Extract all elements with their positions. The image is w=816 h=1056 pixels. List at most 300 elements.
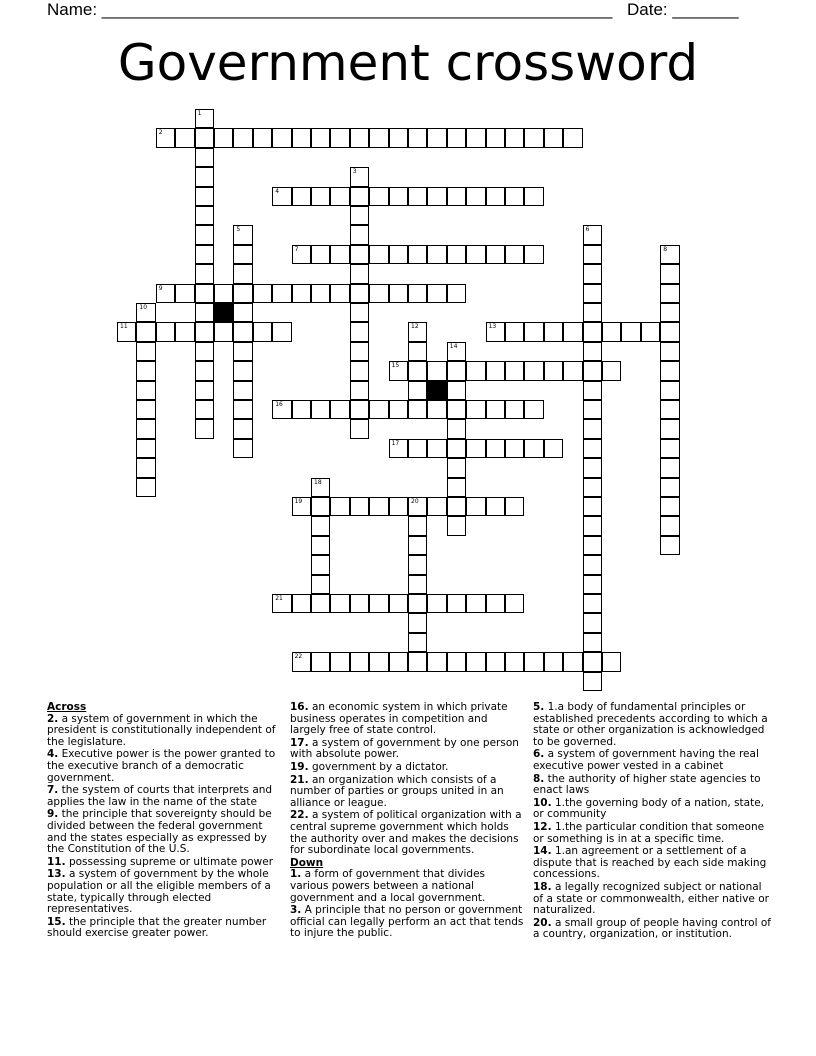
grid-cell[interactable] bbox=[583, 594, 602, 613]
grid-cell[interactable] bbox=[369, 187, 388, 206]
grid-cell[interactable] bbox=[447, 284, 466, 303]
grid-cell[interactable] bbox=[583, 439, 602, 458]
grid-cell[interactable] bbox=[272, 400, 291, 419]
grid-cell[interactable] bbox=[660, 516, 679, 535]
grid-cell[interactable] bbox=[447, 419, 466, 438]
clue-item bbox=[533, 749, 771, 772]
grid-cell[interactable] bbox=[583, 497, 602, 516]
grid-cell[interactable] bbox=[505, 652, 524, 671]
grid-cell[interactable] bbox=[660, 245, 679, 264]
grid-cell[interactable] bbox=[330, 497, 349, 516]
grid-cell[interactable] bbox=[389, 439, 408, 458]
grid-cell[interactable] bbox=[447, 497, 466, 516]
grid-cell[interactable] bbox=[350, 652, 369, 671]
grid-cell[interactable] bbox=[408, 652, 427, 671]
grid-cell[interactable] bbox=[330, 187, 349, 206]
grid-cell[interactable] bbox=[350, 497, 369, 516]
grid-cell[interactable] bbox=[175, 322, 194, 341]
grid-cell[interactable] bbox=[660, 419, 679, 438]
grid-cell[interactable] bbox=[311, 575, 330, 594]
grid-cell[interactable] bbox=[136, 439, 155, 458]
grid-cell[interactable] bbox=[583, 672, 602, 691]
clue-text: the principle that sovereignty should be divided between the federal government and the states especially as expressed by the Constitution of the U.S. bbox=[47, 808, 272, 856]
grid-cell[interactable] bbox=[272, 187, 291, 206]
black-cell bbox=[427, 381, 446, 400]
grid-cell[interactable] bbox=[389, 187, 408, 206]
grid-cell[interactable] bbox=[583, 303, 602, 322]
grid-cell[interactable] bbox=[292, 497, 311, 516]
grid-cell[interactable] bbox=[563, 652, 582, 671]
grid-cell[interactable] bbox=[253, 322, 272, 341]
grid-cell[interactable] bbox=[660, 400, 679, 419]
grid-cell[interactable] bbox=[505, 361, 524, 380]
grid-cell[interactable] bbox=[524, 400, 543, 419]
grid-cell[interactable] bbox=[350, 245, 369, 264]
grid-cell[interactable] bbox=[311, 555, 330, 574]
cell-number: 14 bbox=[449, 342, 458, 350]
grid-cell[interactable] bbox=[389, 652, 408, 671]
grid-cell[interactable] bbox=[660, 478, 679, 497]
grid-cell[interactable] bbox=[408, 497, 427, 516]
grid-cell[interactable] bbox=[583, 342, 602, 361]
grid-cell[interactable] bbox=[156, 128, 175, 147]
grid-cell[interactable] bbox=[544, 439, 563, 458]
grid-cell[interactable] bbox=[583, 381, 602, 400]
grid-cell[interactable] bbox=[311, 594, 330, 613]
clue-number: 12. bbox=[533, 820, 552, 833]
grid-cell[interactable] bbox=[330, 652, 349, 671]
grid-cell[interactable] bbox=[272, 128, 291, 147]
grid-cell[interactable] bbox=[292, 594, 311, 613]
grid-cell[interactable] bbox=[389, 284, 408, 303]
cell-number: 5 bbox=[236, 226, 241, 234]
grid-cell[interactable] bbox=[486, 439, 505, 458]
grid-cell[interactable] bbox=[447, 400, 466, 419]
grid-cell[interactable] bbox=[641, 322, 660, 341]
grid-cell[interactable] bbox=[292, 284, 311, 303]
grid-cell[interactable] bbox=[660, 361, 679, 380]
grid-cell[interactable] bbox=[350, 594, 369, 613]
cell-number: 7 bbox=[294, 245, 299, 253]
grid-cell[interactable] bbox=[660, 322, 679, 341]
grid-cell[interactable] bbox=[563, 361, 582, 380]
grid-cell[interactable] bbox=[486, 497, 505, 516]
cell-number: 4 bbox=[275, 187, 280, 195]
grid-cell[interactable] bbox=[311, 497, 330, 516]
grid-cell[interactable] bbox=[563, 322, 582, 341]
grid-cell[interactable] bbox=[505, 245, 524, 264]
grid-cell[interactable] bbox=[408, 342, 427, 361]
grid-cell[interactable] bbox=[447, 128, 466, 147]
grid-cell[interactable] bbox=[195, 400, 214, 419]
grid-cell[interactable] bbox=[408, 381, 427, 400]
grid-cell[interactable] bbox=[408, 516, 427, 535]
grid-cell[interactable] bbox=[447, 458, 466, 477]
grid-cell[interactable] bbox=[389, 361, 408, 380]
grid-cell[interactable] bbox=[195, 322, 214, 341]
grid-cell[interactable] bbox=[195, 381, 214, 400]
grid-cell[interactable] bbox=[311, 245, 330, 264]
grid-cell[interactable] bbox=[466, 128, 485, 147]
grid-cell[interactable] bbox=[195, 109, 214, 128]
grid-cell[interactable] bbox=[583, 478, 602, 497]
grid-cell[interactable] bbox=[447, 516, 466, 535]
cell-number: 8 bbox=[663, 245, 668, 253]
grid-cell[interactable] bbox=[427, 284, 446, 303]
grid-cell[interactable] bbox=[602, 652, 621, 671]
grid-cell[interactable] bbox=[233, 128, 252, 147]
grid-cell[interactable] bbox=[466, 400, 485, 419]
grid-cell[interactable] bbox=[583, 400, 602, 419]
grid-cell[interactable] bbox=[544, 322, 563, 341]
grid-cell[interactable] bbox=[350, 187, 369, 206]
grid-cell[interactable] bbox=[544, 361, 563, 380]
grid-cell[interactable] bbox=[330, 245, 349, 264]
grid-cell[interactable] bbox=[195, 342, 214, 361]
grid-cell[interactable] bbox=[505, 400, 524, 419]
grid-cell[interactable] bbox=[136, 458, 155, 477]
grid-cell[interactable] bbox=[292, 400, 311, 419]
clue-item bbox=[47, 714, 285, 749]
grid-cell[interactable] bbox=[427, 594, 446, 613]
clue-text: a system of government by the whole population or all the eligible members of a state, typically through elected representatives. bbox=[47, 868, 271, 916]
grid-cell[interactable] bbox=[330, 284, 349, 303]
cell-number: 21 bbox=[275, 595, 283, 602]
grid-cell[interactable] bbox=[350, 381, 369, 400]
clue-text: A principle that no person or government official can legally perform an act that tends to injure the public. bbox=[290, 904, 524, 940]
clue-item bbox=[47, 917, 285, 940]
grid-cell[interactable] bbox=[389, 128, 408, 147]
grid-cell[interactable] bbox=[524, 322, 543, 341]
clue-number: 5. bbox=[533, 701, 545, 713]
clue-text: 1.the particular condition that someone or something is in at a specific time. bbox=[533, 820, 765, 845]
grid-cell[interactable] bbox=[583, 419, 602, 438]
grid-cell[interactable] bbox=[311, 652, 330, 671]
grid-cell[interactable] bbox=[660, 458, 679, 477]
grid-cell[interactable] bbox=[233, 225, 252, 244]
grid-cell[interactable] bbox=[505, 322, 524, 341]
grid-cell[interactable] bbox=[233, 381, 252, 400]
grid-cell[interactable] bbox=[486, 361, 505, 380]
name-field[interactable]: Name: ______________________________________________________ bbox=[47, 0, 613, 19]
grid-cell[interactable] bbox=[447, 245, 466, 264]
grid-cell[interactable] bbox=[427, 652, 446, 671]
cell-number: 15 bbox=[391, 362, 400, 370]
grid-cell[interactable] bbox=[136, 419, 155, 438]
grid-cell[interactable] bbox=[136, 322, 155, 341]
grid-cell[interactable] bbox=[427, 361, 446, 380]
grid-cell[interactable] bbox=[447, 187, 466, 206]
clue-text: 1.the governing body of a nation, state, or community bbox=[533, 796, 765, 821]
grid-cell[interactable] bbox=[486, 594, 505, 613]
grid-cell[interactable] bbox=[350, 225, 369, 244]
clue-number: 4. bbox=[47, 748, 59, 761]
grid-cell[interactable] bbox=[621, 322, 640, 341]
clue-item bbox=[533, 822, 771, 845]
grid-cell[interactable] bbox=[350, 206, 369, 225]
grid-cell[interactable] bbox=[195, 167, 214, 186]
grid-cell[interactable] bbox=[272, 284, 291, 303]
grid-cell[interactable] bbox=[486, 652, 505, 671]
grid-cell[interactable] bbox=[389, 594, 408, 613]
grid-cell[interactable] bbox=[524, 361, 543, 380]
grid-cell[interactable] bbox=[408, 400, 427, 419]
grid-cell[interactable] bbox=[195, 206, 214, 225]
grid-cell[interactable] bbox=[195, 187, 214, 206]
grid-cell[interactable] bbox=[486, 322, 505, 341]
grid-cell[interactable] bbox=[427, 187, 446, 206]
grid-cell[interactable] bbox=[583, 458, 602, 477]
grid-cell[interactable] bbox=[214, 322, 233, 341]
grid-cell[interactable] bbox=[583, 536, 602, 555]
grid-cell[interactable] bbox=[583, 284, 602, 303]
grid-cell[interactable] bbox=[427, 497, 446, 516]
grid-cell[interactable] bbox=[156, 322, 175, 341]
grid-cell[interactable] bbox=[214, 128, 233, 147]
clue-text: government by a dictator. bbox=[311, 760, 449, 773]
grid-cell[interactable] bbox=[583, 322, 602, 341]
grid-cell[interactable] bbox=[272, 322, 291, 341]
grid-cell[interactable] bbox=[660, 497, 679, 516]
cell-number: 20 bbox=[411, 498, 419, 505]
grid-cell[interactable] bbox=[350, 361, 369, 380]
grid-cell[interactable] bbox=[466, 439, 485, 458]
grid-cell[interactable] bbox=[233, 439, 252, 458]
clue-text: 1.an agreement or a settlement of a dispute that is reached by each side making concessions. bbox=[533, 845, 767, 881]
grid-cell[interactable] bbox=[195, 225, 214, 244]
grid-cell[interactable] bbox=[136, 381, 155, 400]
grid-cell[interactable] bbox=[447, 342, 466, 361]
grid-cell[interactable] bbox=[408, 633, 427, 652]
grid-cell[interactable] bbox=[660, 342, 679, 361]
clue-item bbox=[47, 809, 285, 855]
grid-cell[interactable] bbox=[233, 361, 252, 380]
grid-cell[interactable] bbox=[369, 594, 388, 613]
grid-cell[interactable] bbox=[195, 128, 214, 147]
grid-cell[interactable] bbox=[233, 342, 252, 361]
cell-number: 10 bbox=[139, 304, 148, 311]
grid-cell[interactable] bbox=[311, 536, 330, 555]
grid-cell[interactable] bbox=[369, 497, 388, 516]
grid-cell[interactable] bbox=[350, 128, 369, 147]
grid-cell[interactable] bbox=[350, 419, 369, 438]
clue-number: 14. bbox=[533, 845, 552, 858]
grid-cell[interactable] bbox=[486, 128, 505, 147]
grid-cell[interactable] bbox=[195, 148, 214, 167]
grid-cell[interactable] bbox=[136, 478, 155, 497]
grid-cell[interactable] bbox=[253, 128, 272, 147]
grid-cell[interactable] bbox=[350, 342, 369, 361]
grid-cell[interactable] bbox=[602, 322, 621, 341]
grid-cell[interactable] bbox=[505, 187, 524, 206]
grid-cell[interactable] bbox=[117, 322, 136, 341]
grid-cell[interactable] bbox=[486, 245, 505, 264]
grid-cell[interactable] bbox=[660, 284, 679, 303]
grid-cell[interactable] bbox=[447, 381, 466, 400]
grid-cell[interactable] bbox=[583, 555, 602, 574]
grid-cell[interactable] bbox=[408, 575, 427, 594]
grid-cell[interactable] bbox=[369, 128, 388, 147]
grid-cell[interactable] bbox=[466, 652, 485, 671]
grid-cell[interactable] bbox=[195, 303, 214, 322]
grid-cell[interactable] bbox=[389, 400, 408, 419]
clues-column-3 bbox=[533, 702, 771, 942]
grid-cell[interactable] bbox=[408, 555, 427, 574]
grid-cell[interactable] bbox=[350, 284, 369, 303]
clue-text: an organization which consists of a number of parties or groups united in an alliance or league. bbox=[290, 773, 504, 809]
grid-cell[interactable] bbox=[408, 594, 427, 613]
grid-cell[interactable] bbox=[233, 419, 252, 438]
grid-cell[interactable] bbox=[427, 400, 446, 419]
grid-cell[interactable] bbox=[408, 361, 427, 380]
grid-cell[interactable] bbox=[408, 245, 427, 264]
clue-text: a system of government having the real executive power vested in a cabinet bbox=[533, 748, 759, 772]
grid-cell[interactable] bbox=[505, 439, 524, 458]
clues-column-1 bbox=[47, 702, 285, 941]
grid-cell[interactable] bbox=[408, 284, 427, 303]
grid-cell[interactable] bbox=[389, 245, 408, 264]
grid-cell[interactable] bbox=[583, 652, 602, 671]
grid-cell[interactable] bbox=[505, 497, 524, 516]
grid-cell[interactable] bbox=[311, 284, 330, 303]
grid-cell[interactable] bbox=[389, 497, 408, 516]
grid-cell[interactable] bbox=[602, 361, 621, 380]
grid-cell[interactable] bbox=[233, 400, 252, 419]
grid-cell[interactable] bbox=[369, 400, 388, 419]
clue-item bbox=[47, 785, 285, 808]
cell-number: 3 bbox=[352, 168, 357, 176]
grid-cell[interactable] bbox=[369, 245, 388, 264]
grid-cell[interactable] bbox=[195, 284, 214, 303]
grid-cell[interactable] bbox=[524, 187, 543, 206]
cell-number: 2 bbox=[158, 129, 163, 137]
grid-cell[interactable] bbox=[524, 245, 543, 264]
clue-item bbox=[290, 762, 526, 774]
grid-cell[interactable] bbox=[311, 128, 330, 147]
grid-cell[interactable] bbox=[427, 439, 446, 458]
grid-cell[interactable] bbox=[660, 303, 679, 322]
grid-cell[interactable] bbox=[427, 128, 446, 147]
grid-cell[interactable] bbox=[408, 187, 427, 206]
grid-cell[interactable] bbox=[408, 613, 427, 632]
grid-cell[interactable] bbox=[214, 284, 233, 303]
grid-cell[interactable] bbox=[544, 128, 563, 147]
grid-cell[interactable] bbox=[233, 264, 252, 283]
grid-cell[interactable] bbox=[136, 361, 155, 380]
grid-cell[interactable] bbox=[583, 361, 602, 380]
grid-cell[interactable] bbox=[408, 128, 427, 147]
grid-cell[interactable] bbox=[330, 594, 349, 613]
grid-cell[interactable] bbox=[583, 264, 602, 283]
grid-cell[interactable] bbox=[233, 303, 252, 322]
grid-cell[interactable] bbox=[330, 400, 349, 419]
grid-cell[interactable] bbox=[408, 536, 427, 555]
grid-cell[interactable] bbox=[447, 594, 466, 613]
grid-cell[interactable] bbox=[524, 128, 543, 147]
grid-cell[interactable] bbox=[447, 478, 466, 497]
grid-cell[interactable] bbox=[466, 187, 485, 206]
grid-cell[interactable] bbox=[505, 128, 524, 147]
grid-cell[interactable] bbox=[292, 128, 311, 147]
grid-cell[interactable] bbox=[427, 245, 446, 264]
grid-cell[interactable] bbox=[466, 361, 485, 380]
grid-cell[interactable] bbox=[660, 381, 679, 400]
grid-cell[interactable] bbox=[350, 322, 369, 341]
grid-cell[interactable] bbox=[583, 245, 602, 264]
clue-item bbox=[533, 798, 771, 821]
grid-cell[interactable] bbox=[253, 284, 272, 303]
grid-cell[interactable] bbox=[156, 284, 175, 303]
grid-cell[interactable] bbox=[524, 652, 543, 671]
date-field[interactable]: Date: _______ bbox=[627, 0, 739, 19]
grid-cell[interactable] bbox=[175, 284, 194, 303]
clue-item bbox=[47, 749, 285, 784]
grid-cell[interactable] bbox=[466, 245, 485, 264]
grid-cell[interactable] bbox=[350, 167, 369, 186]
grid-cell[interactable] bbox=[292, 187, 311, 206]
grid-cell[interactable] bbox=[136, 342, 155, 361]
grid-cell[interactable] bbox=[583, 575, 602, 594]
grid-cell[interactable] bbox=[466, 497, 485, 516]
grid-cell[interactable] bbox=[292, 245, 311, 264]
grid-cell[interactable] bbox=[350, 264, 369, 283]
grid-cell[interactable] bbox=[466, 594, 485, 613]
grid-cell[interactable] bbox=[583, 633, 602, 652]
grid-cell[interactable] bbox=[272, 594, 291, 613]
grid-cell[interactable] bbox=[563, 128, 582, 147]
grid-cell[interactable] bbox=[233, 322, 252, 341]
grid-cell[interactable] bbox=[369, 284, 388, 303]
grid-cell[interactable] bbox=[583, 225, 602, 244]
grid-cell[interactable] bbox=[311, 187, 330, 206]
grid-cell[interactable] bbox=[195, 361, 214, 380]
grid-cell[interactable] bbox=[136, 303, 155, 322]
grid-cell[interactable] bbox=[583, 613, 602, 632]
grid-cell[interactable] bbox=[350, 303, 369, 322]
grid-cell[interactable] bbox=[660, 264, 679, 283]
grid-cell[interactable] bbox=[486, 400, 505, 419]
grid-cell[interactable] bbox=[233, 284, 252, 303]
grid-cell[interactable] bbox=[350, 400, 369, 419]
grid-cell[interactable] bbox=[408, 439, 427, 458]
grid-cell[interactable] bbox=[136, 400, 155, 419]
grid-cell[interactable] bbox=[583, 516, 602, 535]
grid-cell[interactable] bbox=[175, 128, 194, 147]
grid-cell[interactable] bbox=[544, 652, 563, 671]
grid-cell[interactable] bbox=[660, 439, 679, 458]
grid-cell[interactable] bbox=[660, 536, 679, 555]
grid-cell[interactable] bbox=[311, 516, 330, 535]
grid-cell[interactable] bbox=[292, 652, 311, 671]
grid-cell[interactable] bbox=[408, 322, 427, 341]
grid-cell[interactable] bbox=[524, 439, 543, 458]
grid-cell[interactable] bbox=[447, 361, 466, 380]
grid-cell[interactable] bbox=[195, 264, 214, 283]
grid-cell[interactable] bbox=[195, 245, 214, 264]
clue-text: the system of courts that interprets and applies the law in the name of the state bbox=[47, 784, 273, 808]
grid-cell[interactable] bbox=[330, 128, 349, 147]
grid-cell[interactable] bbox=[447, 652, 466, 671]
grid-cell[interactable] bbox=[311, 400, 330, 419]
grid-cell[interactable] bbox=[233, 245, 252, 264]
grid-cell[interactable] bbox=[369, 652, 388, 671]
grid-cell[interactable] bbox=[195, 419, 214, 438]
grid-cell[interactable] bbox=[311, 478, 330, 497]
grid-cell[interactable] bbox=[447, 439, 466, 458]
clue-number: 21. bbox=[290, 773, 309, 786]
grid-cell[interactable] bbox=[505, 594, 524, 613]
grid-cell[interactable] bbox=[486, 187, 505, 206]
